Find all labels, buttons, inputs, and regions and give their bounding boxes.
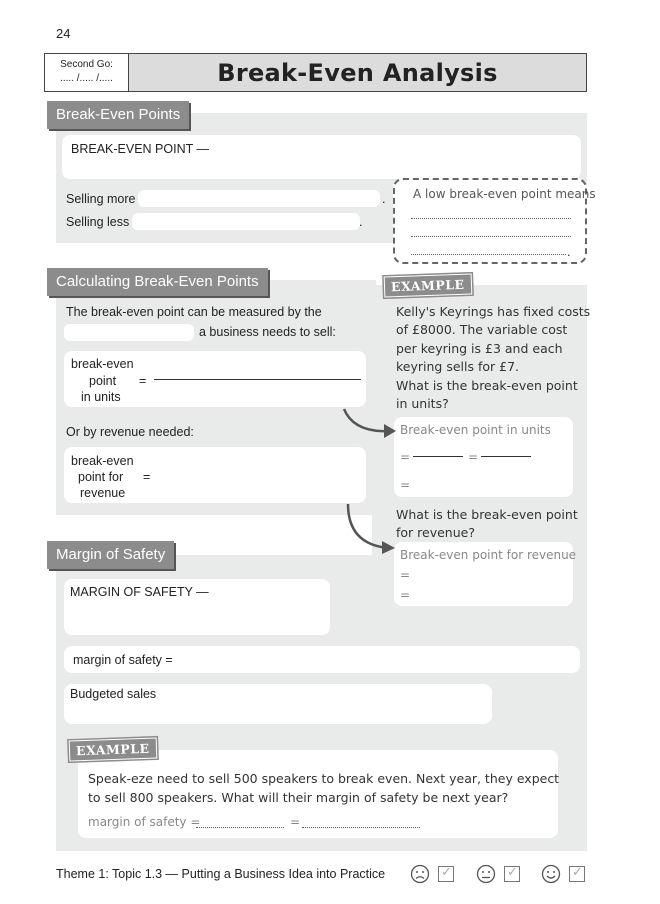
answer-units-eq3: = [400, 478, 411, 492]
second-go-box [45, 54, 129, 91]
formula-units-label-1: break-even [71, 357, 134, 371]
happy-face-icon [541, 864, 561, 884]
selling-more-field[interactable] [138, 190, 380, 207]
second-go-label: Second Go: [60, 59, 113, 70]
example2-line2: to sell 800 speakers. What will their margin of safety be next year? [88, 790, 509, 805]
formula-revenue-label-1: break-even [71, 454, 134, 468]
formula-units-fraction-line [154, 379, 361, 380]
example1-line: Kelly's Keyrings has fixed costs [396, 304, 591, 319]
answer-revenue-label: Break-even point for revenue [400, 548, 577, 562]
margin-formula-label: margin of safety = [73, 653, 173, 667]
selling-less-period: . [359, 215, 363, 229]
arrow-to-units-icon [340, 405, 400, 445]
neutral-face-icon [476, 864, 496, 884]
selling-less-field[interactable] [132, 213, 363, 230]
confidence-checkbox-mid[interactable] [504, 866, 520, 882]
answer-revenue-eq2: = [400, 588, 411, 602]
low-break-even-period: . [567, 245, 571, 259]
formula-units-label-2: point [89, 374, 117, 388]
example1-line: per keyring is £3 and each [396, 341, 563, 356]
answer-units-eq1: = [400, 450, 411, 464]
answer-units-eq2: = [468, 450, 479, 464]
title-box [44, 53, 587, 92]
or-by-revenue-label: Or by revenue needed: [66, 425, 194, 439]
formula-units-equals: = [139, 374, 147, 388]
tab-margin-of-safety: Margin of Safety [47, 541, 174, 569]
formula-units-label-3: in units [81, 390, 121, 404]
selling-less-label: Selling less [66, 215, 130, 229]
sad-face-icon [410, 864, 430, 884]
answer-units-label: Break-even point in units [400, 423, 551, 437]
answer-units-fraction-line [481, 456, 531, 457]
example2-answer-label: margin of safety = [88, 815, 201, 829]
tab-break-even-points: Break-Even Points [47, 101, 189, 129]
break-even-point-label: BREAK-EVEN POINT — [71, 142, 209, 156]
selling-more-label: Selling more [66, 192, 136, 206]
selling-more-period: . [382, 192, 386, 206]
answer-line[interactable] [411, 236, 571, 237]
example2-tag: EXAMPLE [69, 737, 157, 761]
budgeted-sales-label: Budgeted sales [70, 687, 157, 701]
example2-answer-line[interactable] [196, 827, 284, 828]
example2-line1: Speak-eze need to sell 500 speakers to break even. Next year, they expect [88, 771, 560, 786]
formula-revenue-label-3: revenue [80, 486, 126, 500]
checkmark-icon: ✓ [441, 865, 452, 880]
question-revenue-line2: for revenue? [396, 525, 475, 540]
answer-line[interactable] [411, 218, 571, 219]
margin-definition-label: MARGIN OF SAFETY — [70, 585, 209, 599]
checkmark-icon: ✓ [572, 865, 583, 880]
intro-text-line1: The break-even point can be measured by the [66, 305, 322, 319]
question-revenue-line1: What is the break-even point [396, 507, 578, 522]
example1-line: keyring sells for £7. [396, 359, 519, 374]
example2-answer-line[interactable] [302, 827, 420, 828]
title-area [129, 54, 586, 91]
footer-topic: Theme 1: Topic 1.3 — Putting a Business Idea into Practice [56, 867, 386, 881]
low-break-even-prompt: A low break-even point means [413, 187, 596, 201]
answer-line[interactable] [411, 254, 566, 255]
example2-answer-eq: = [290, 815, 301, 829]
intro-blank-field[interactable] [64, 324, 194, 341]
example1-line: of £8000. The variable cost [396, 322, 568, 337]
answer-revenue-eq1: = [400, 568, 411, 582]
page-title: Break-Even Analysis [217, 58, 498, 87]
example1-tag: EXAMPLE [384, 273, 472, 297]
second-go-date: ..... /..... /..... [60, 73, 113, 84]
confidence-checkbox-high[interactable] [569, 866, 585, 882]
example1-line: in units? [396, 396, 449, 411]
page-number: 24 [56, 26, 71, 41]
tab-calculating-break-even: Calculating Break-Even Points [47, 268, 268, 296]
answer-units-fraction-line [413, 456, 463, 457]
intro-text-line2: a business needs to sell: [199, 325, 336, 339]
checkmark-icon: ✓ [507, 865, 518, 880]
confidence-checkbox-low[interactable] [438, 866, 454, 882]
formula-revenue-equals: = [143, 470, 151, 484]
formula-revenue-label-2: point for [78, 470, 124, 484]
arrow-to-revenue-icon [342, 502, 400, 554]
example1-line: What is the break-even point [396, 378, 578, 393]
